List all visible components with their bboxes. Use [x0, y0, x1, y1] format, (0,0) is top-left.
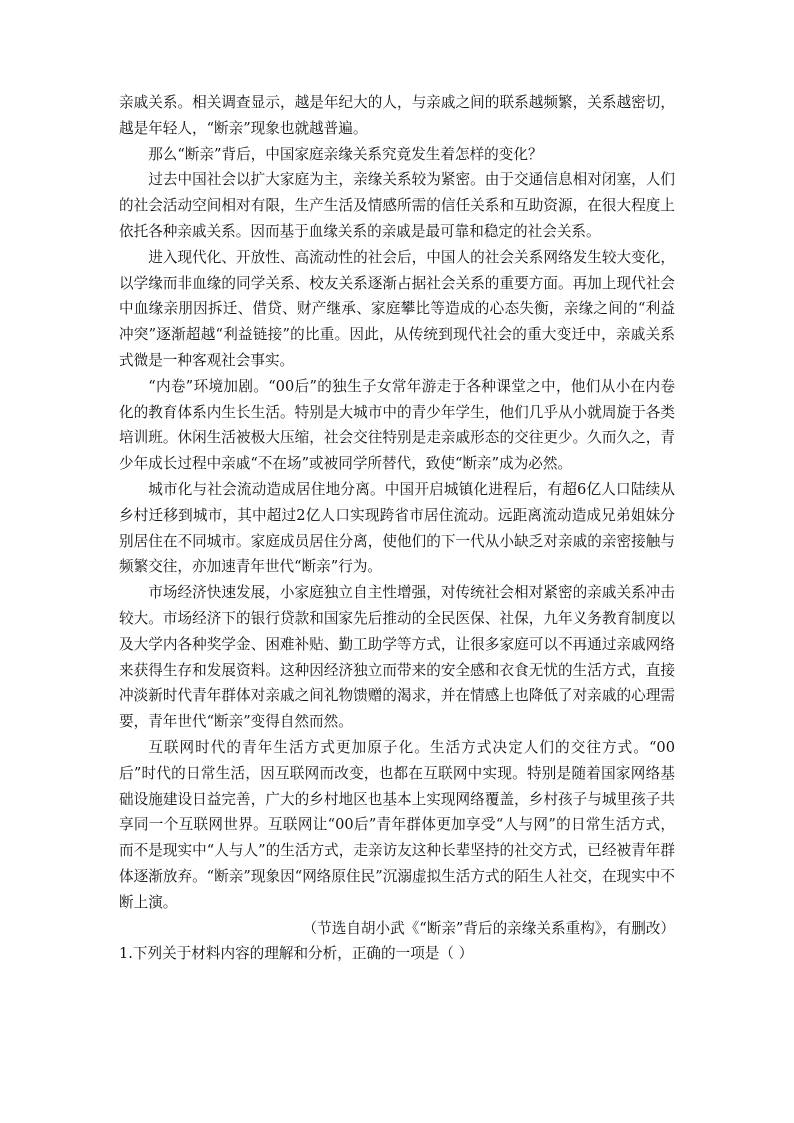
paragraph-4: 进入现代化、开放性、高流动性的社会后，中国人的社会关系网络发生较大变化，以学缘而非血缘的同学关系、校友关系逐渐占据社会关系的重要方面。再加上现代社会中血缘亲朋因拆迁、借贷、财产继承、家庭攀比等造成的心态失衡，亲缘之间的“利益冲突”逐渐超越“利益链接”的比重。因此，从传统到现代社会的重大变迁中，亲戚关系式微是一种客观社会事实。 [119, 248, 675, 369]
paragraph-3: 过去中国社会以扩大家庭为主，亲缘关系较为紧密。由于交通信息相对闭塞，人们的社会活动空间相对有限，生产生活及情感所需的信任关系和互助资源，在很大程度上依托各种亲戚关系。因而基于血缘关系的亲戚是最可靠和稳定的社会关系。 [119, 171, 675, 240]
document-page [119, 90, 675, 967]
paragraph-1: 亲戚关系。相关调查显示，越是年纪大的人，与亲戚之间的联系越频繁，关系越密切，越是年轻人，“断亲”现象也就越普遍。 [119, 94, 675, 137]
paragraph-5: “内卷”环境加剧。“00后”的独生子女常年游走于各种课堂之中，他们从小在内卷化的教育体系内生长生活。特别是大城市中的青少年学生，他们几乎从小就周旋于各类培训班。休闲生活被极大压缩，社会交往特别是走亲戚形态的交往更少。久而久之，青少年成长过程中亲戚“不在场”或被同学所替代，致使“断亲”成为必然。 [119, 377, 675, 473]
paragraph-6: 城市化与社会流动造成居住地分离。中国开启城镇化进程后，有超6亿人口陆续从乡村迁移到城市，其中超过2亿人口实现跨省市居住流动。远距离流动造成兄弟姐妹分别居住在不同城市。家庭成员居住分离，使他们的下一代从小缺乏对亲戚的亲密接触与频繁交往，亦加速青年世代“断亲”行为。 [119, 480, 675, 576]
question-1: 1.下列关于材料内容的理解和分析，正确的一项是（ ） [119, 945, 474, 963]
paragraph-7: 市场经济快速发展，小家庭独立自主性增强，对传统社会相对紧密的亲戚关系冲击较大。市场经济下的银行贷款和国家先后推动的全民医保、社保，九年义务教育制度以及大学内各种奖学金、困难补贴、勤工助学等方式，让很多家庭可以不再通过亲戚网络来获得生存和发展资料。这种因经济独立而带来的安全感和衣食无忧的生活方式，直接冲淡新时代青年群体对亲戚之间礼物馈赠的渴求，并在情感上也降低了对亲戚的心理需要，青年世代“断亲”变得自然而然。 [119, 584, 675, 731]
paragraph-8: 互联网时代的青年生活方式更加原子化。生活方式决定人们的交往方式。“00后”时代的日常生活，因互联网而改变，也都在互联网中实现。特别是随着国家网络基础设施建设日益完善，广大的乡村地区也基本上实现网络覆盖，乡村孩子与城里孩子共享同一个互联网世界。互联网让“00后”青年群体更加享受“人与网”的日常生活方式，而不是现实中“人与人”的生活方式，走亲访友这种长辈坚持的社交方式，已经被青年群体逐渐放弃。“断亲”现象因“网络原住民”沉溺虚拟生活方式的陌生人社交，在现实中不断上演。 [119, 738, 675, 911]
paragraph-2: 那么“断亲”背后，中国家庭亲缘关系究竟发生着怎样的变化？ [148, 145, 543, 163]
source-citation: （节选自胡小武《“断亲”背后的亲缘关系重构》，有删改） [302, 919, 675, 937]
